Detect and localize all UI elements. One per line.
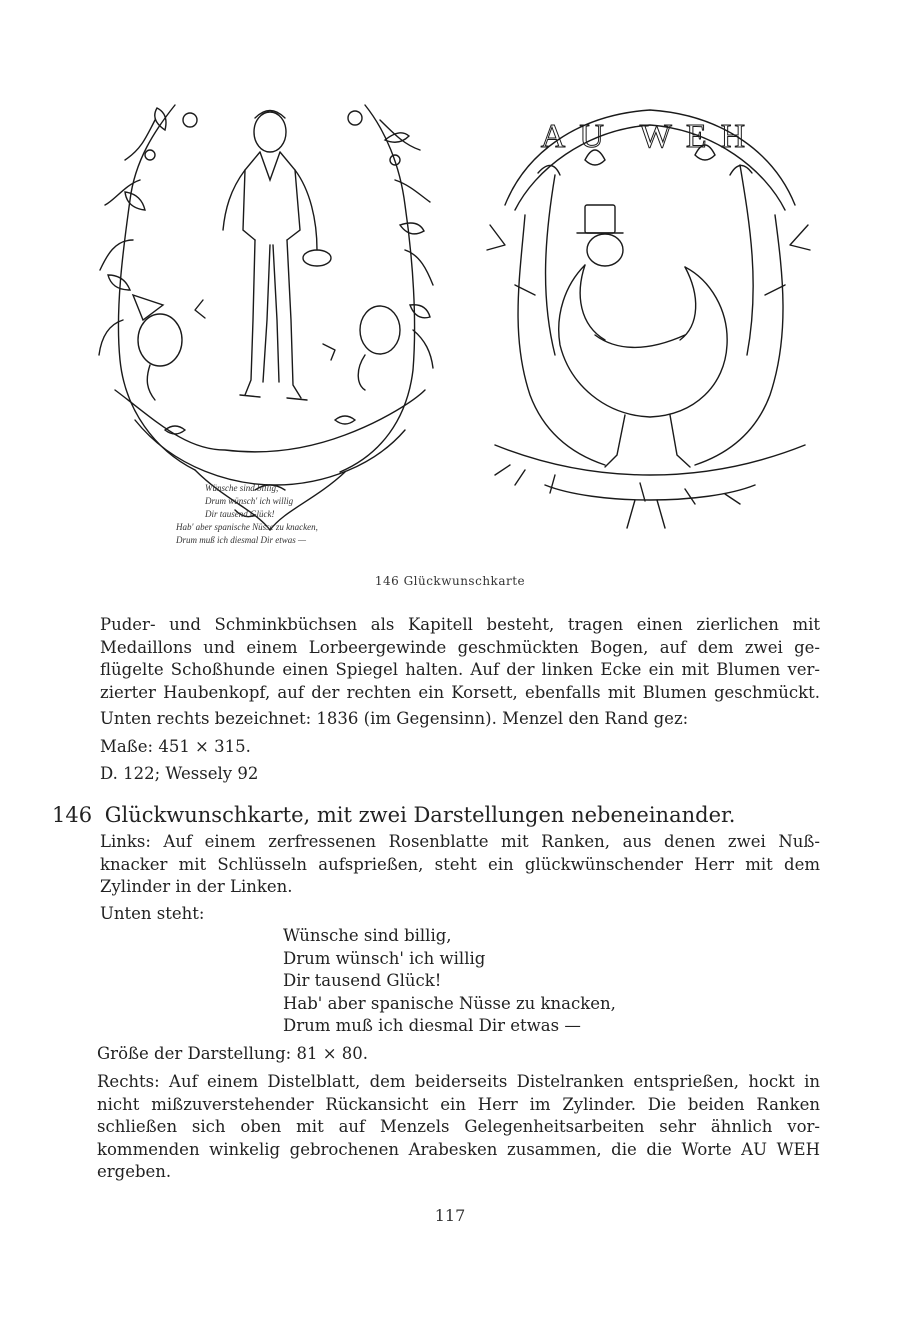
- right-illustration: [485, 95, 815, 530]
- paragraph-line: ergeben.: [97, 1162, 172, 1181]
- paragraph-line: Links: Auf einem zerfressenen Rosenblatte mit Ranken, aus denen zwei Nuß-: [100, 832, 820, 851]
- paragraph-line: Puder- und Schminkbüchsen als Kapitell besteht, tragen einen zierlichen mit: [100, 615, 820, 634]
- figure-caption: 146 Glückwunschkarte: [374, 574, 526, 588]
- paragraph-line: Zylinder in der Linken.: [100, 877, 293, 896]
- prev-entry-paragraph: [100, 614, 820, 704]
- poem-line: Drum wünsch' ich willig: [283, 948, 486, 968]
- inscription-line: Wünsche sind billig,: [205, 483, 279, 493]
- paragraph-line: nicht mißzuverstehender Rückansicht ein Herr im Zylinder. Die beiden Ranken: [97, 1094, 820, 1114]
- paragraph-line: Medaillons und einem Lorbeergewinde geschmückten Bogen, auf dem zwei ge-: [100, 637, 820, 657]
- poem-line: Dir tausend Glück!: [283, 971, 442, 990]
- inscription-line: Hab' aber spanische Nüsse zu knacken,: [176, 522, 318, 532]
- entry-heading: [52, 801, 832, 829]
- inscription-line: Dir tausend Glück!: [205, 509, 275, 519]
- right-title: AU WEH: [540, 118, 760, 155]
- paragraph-line: kommenden winkelig gebrochenen Arabesken zusammen, die die Worte AU WEH: [97, 1139, 820, 1159]
- poem: [283, 925, 616, 1038]
- paragraph-line: schließen sich oben mit auf Menzels Gelegenheitsarbeiten sehr ähnlich vor-: [97, 1117, 820, 1136]
- references: D. 122; Wessely 92: [100, 764, 259, 783]
- entry-number: 146: [52, 803, 93, 827]
- right-description: [97, 1071, 820, 1184]
- measures: Maße: 451 × 315.: [100, 737, 251, 756]
- poem-line: Hab' aber spanische Nüsse zu knacken,: [283, 993, 616, 1013]
- signature-note: Unten rechts bezeichnet: 1836 (im Gegensinn). Menzel den Rand gez:: [100, 709, 689, 728]
- paragraph-line: Rechts: Auf einem Distelblatt, dem beiderseits Distelranken entsprießen, hockt in: [97, 1072, 820, 1091]
- entry-title: Glückwunschkarte, mit zwei Darstellungen nebeneinander.: [104, 803, 736, 827]
- below-label: Unten steht:: [100, 904, 205, 923]
- paragraph-line: zierter Haubenkopf, auf der rechten ein Korsett, ebenfalls mit Blumen geschmückt.: [100, 682, 820, 702]
- left-inscription: [176, 482, 390, 547]
- left-description: [100, 831, 820, 899]
- inscription-line: Drum muß ich diesmal Dir etwas —: [176, 535, 306, 545]
- inscription-line: Drum wünsch' ich willig: [205, 496, 294, 506]
- paragraph-line: knacker mit Schlüsseln aufsprießen, steht ein glückwünschender Herr mit dem: [100, 854, 820, 874]
- poem-line: Wünsche sind billig,: [283, 926, 452, 945]
- paragraph-line: flügelte Schoßhunde einen Spiegel halten. Auf der linken Ecke ein mit Blumen ver-: [100, 660, 820, 679]
- poem-line: Drum muß ich diesmal Dir etwas —: [283, 1016, 581, 1035]
- page-number: 117: [434, 1206, 466, 1225]
- size-note: Größe der Darstellung: 81 × 80.: [97, 1044, 369, 1063]
